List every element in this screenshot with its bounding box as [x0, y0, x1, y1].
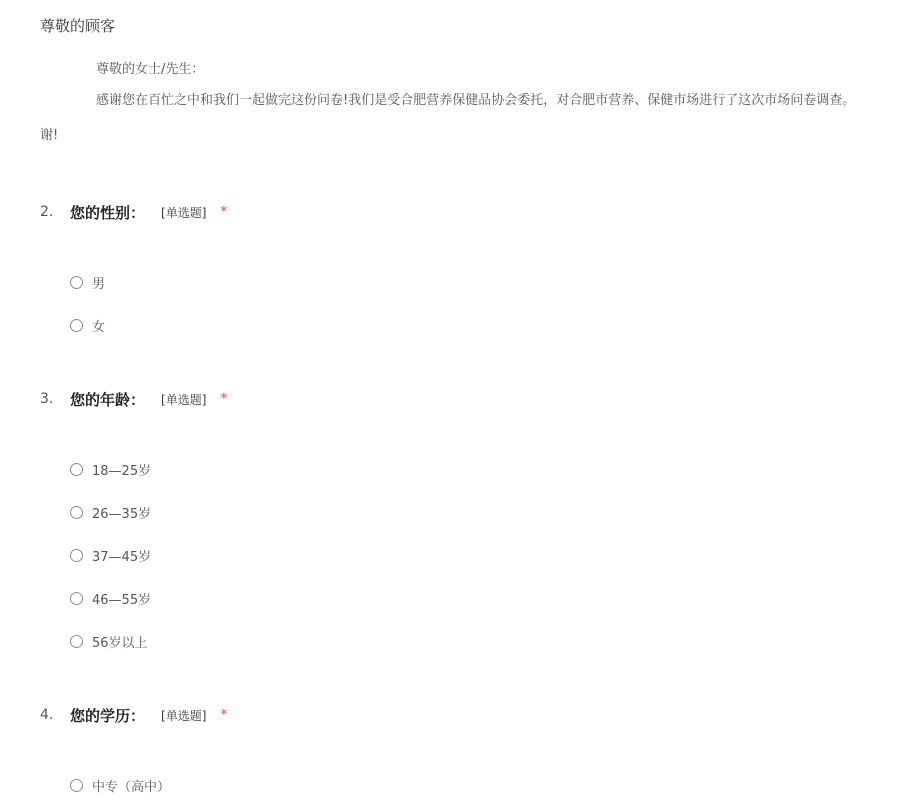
required-mark: * [220, 391, 228, 407]
radio-button[interactable] [70, 463, 83, 476]
option-label: 56岁以上 [92, 635, 148, 651]
radio-button[interactable] [70, 779, 83, 792]
question-title: 您的性别： [70, 203, 146, 222]
question-number: 2. [40, 204, 54, 220]
intro-body: 感谢您在百忙之中和我们一起做完这份问卷!我们是受合肥营养保健品协会委托，对合肥市营养、保健市场进行了这次市场问卷调查。 [96, 93, 856, 108]
option-gender-male[interactable] [70, 272, 105, 292]
question-header-education [40, 703, 227, 727]
option-age-46-55[interactable] [70, 588, 151, 608]
question-title: 您的年龄： [70, 390, 146, 409]
option-education-secondary[interactable] [70, 775, 170, 795]
radio-button[interactable] [70, 276, 83, 289]
question-header-gender [40, 200, 227, 224]
radio-button[interactable] [70, 506, 83, 519]
radio-button[interactable] [70, 549, 83, 562]
radio-button[interactable] [70, 635, 83, 648]
radio-button[interactable] [70, 319, 83, 332]
option-age-37-45[interactable] [70, 545, 151, 565]
option-age-56-plus[interactable] [70, 631, 148, 651]
option-label: 中专（高中） [92, 779, 171, 795]
option-label: 18—25岁 [92, 463, 152, 479]
question-type: [单选题] [161, 392, 207, 407]
option-age-26-35[interactable] [70, 502, 151, 522]
intro-greeting: 尊敬的女士/先生： [96, 62, 205, 77]
question-number: 3. [40, 391, 54, 407]
option-gender-female[interactable] [70, 315, 105, 335]
question-title: 您的学历： [70, 706, 146, 725]
question-type: [单选题] [161, 708, 207, 723]
option-label: 46—55岁 [92, 592, 152, 608]
option-label: 女 [92, 319, 106, 335]
section-title: 尊敬的顾客 [40, 17, 116, 35]
question-type: [单选题] [161, 205, 207, 220]
intro-closing: 谢! [40, 128, 59, 143]
option-label: 26—35岁 [92, 506, 152, 522]
required-mark: * [220, 204, 228, 220]
required-mark: * [220, 707, 228, 723]
option-label: 男 [92, 276, 106, 292]
option-label: 37—45岁 [92, 549, 152, 565]
option-age-18-25[interactable] [70, 459, 151, 479]
question-header-age [40, 387, 227, 411]
question-number: 4. [40, 707, 54, 723]
radio-button[interactable] [70, 592, 83, 605]
